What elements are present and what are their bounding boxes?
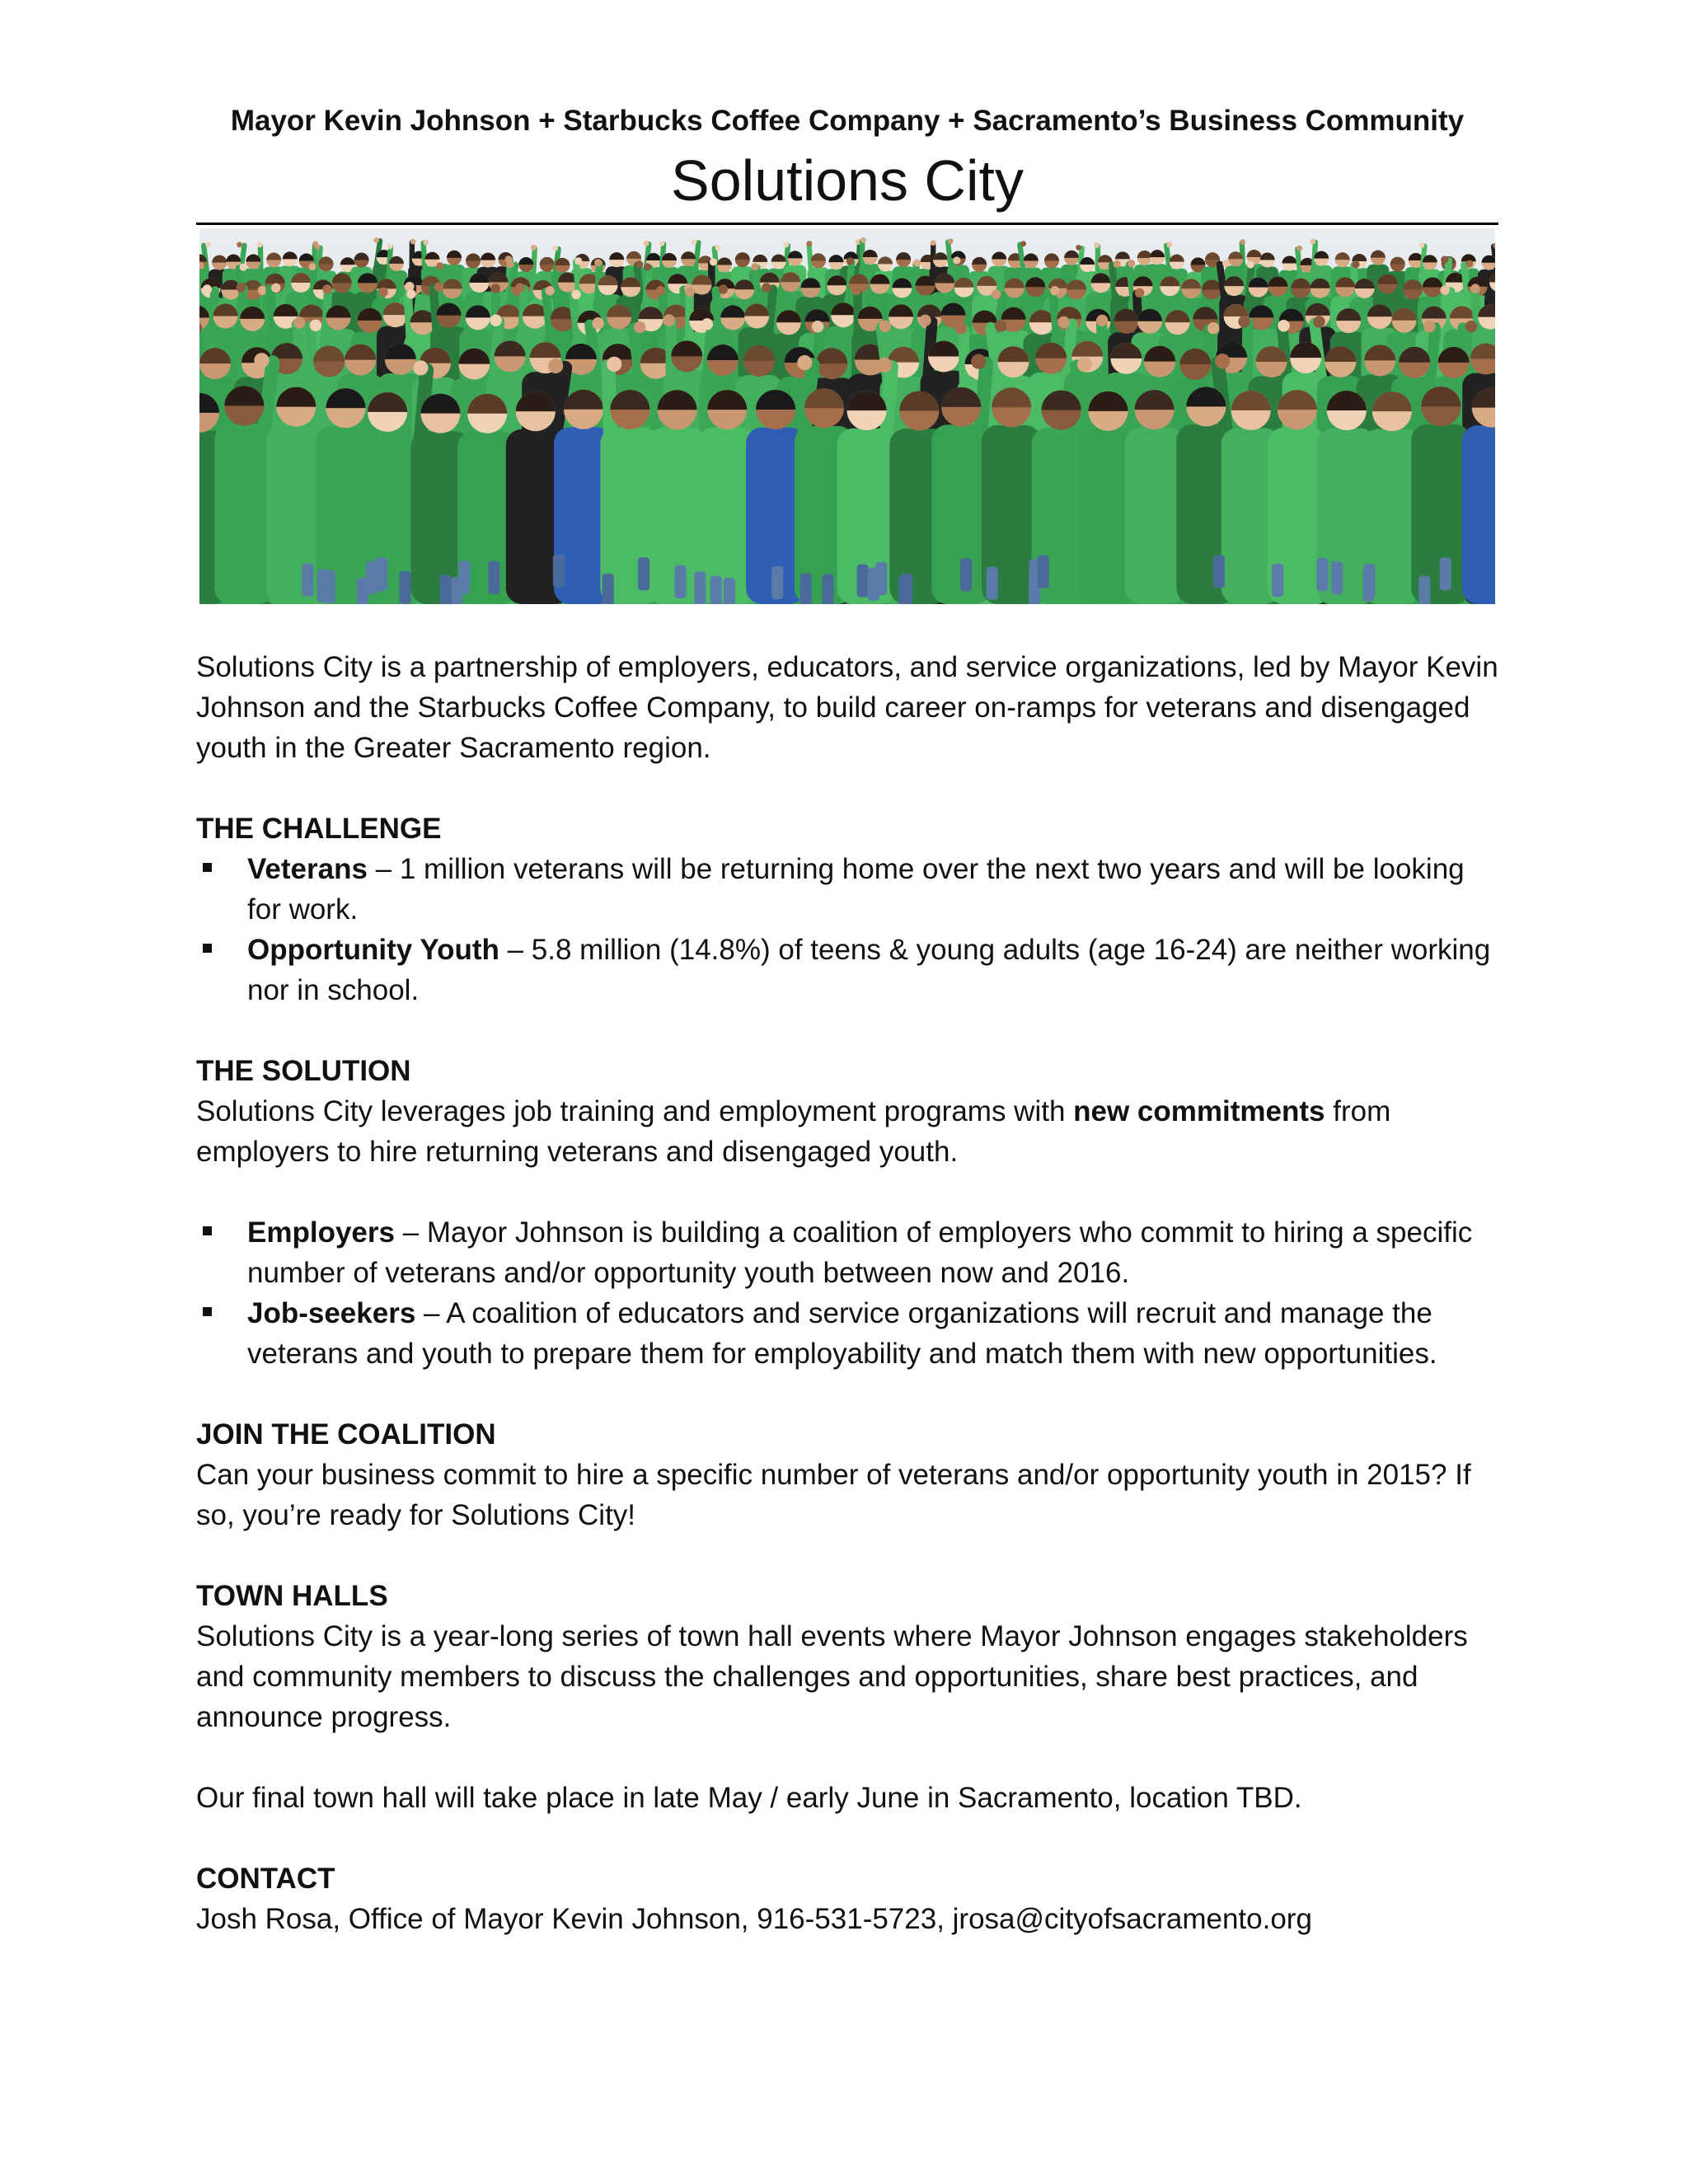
join-paragraph: Can your business commit to hire a specific number of veterans and/or opportunity youth in 2015? If so, you’re ready for Solutions City!	[196, 1459, 1471, 1531]
solution-heading: THE SOLUTION	[196, 1055, 411, 1087]
intro-paragraph: Solutions City is a partnership of employers, educators, and service organizations, led by Mayor Kevin Johnson and the Starbucks Coffee Company, to build career on-ramps for veterans and disengaged youth in the Greater Sacramento region.	[196, 651, 1498, 764]
list-item	[196, 1212, 1498, 1293]
list-item-term: Job-seekers	[247, 1297, 416, 1329]
page-title: Solutions City	[671, 148, 1024, 213]
solution-list	[196, 1212, 1498, 1374]
list-item	[196, 849, 1498, 930]
bullet-square-icon	[203, 1226, 212, 1235]
list-item-text: – 5.8 million (14.8%) of teens & young adults (age 16-24) are neither working nor in school.	[247, 934, 1491, 1006]
contact-line: Josh Rosa, Office of Mayor Kevin Johnson, 916-531-5723, jrosa@cityofsacramento.org	[196, 1903, 1312, 1935]
list-item-text: – A coalition of educators and service organizations will recruit and manage the veterans and youth to prepare them for employability and match them with new opportunities.	[247, 1297, 1437, 1370]
list-item-text: – Mayor Johnson is building a coalition of employers who commit to hiring a specific number of veterans and/or opportunity youth between now and 2016.	[247, 1216, 1473, 1289]
title-rule	[196, 223, 1498, 225]
list-item-term: Employers	[247, 1216, 395, 1249]
challenge-list	[196, 849, 1498, 1010]
list-item	[196, 930, 1498, 1010]
solution-text-before: Solutions City leverages job training and employment programs with	[196, 1095, 1074, 1127]
list-item-term: Opportunity Youth	[247, 934, 499, 966]
final-town-hall-paragraph: Our final town hall will take place in late May / early June in Sacramento, location TBD.	[196, 1782, 1302, 1814]
bullet-square-icon	[203, 863, 212, 872]
town-halls-heading: TOWN HALLS	[196, 1580, 388, 1612]
solution-text-bold: new commitments	[1073, 1095, 1325, 1127]
document-page	[196, 97, 1498, 1939]
list-item-text: – 1 million veterans will be returning home over the next two years and will be looking for work.	[247, 853, 1465, 926]
contact-heading: CONTACT	[196, 1863, 335, 1895]
bullet-square-icon	[203, 1307, 212, 1316]
header-kicker: Mayor Kevin Johnson + Starbucks Coffee Company + Sacramento’s Business Community	[230, 105, 1465, 137]
list-item	[196, 1293, 1498, 1374]
bullet-square-icon	[203, 944, 212, 953]
body-content	[196, 647, 1498, 1939]
town-halls-paragraph: Solutions City is a year-long series of town hall events where Mayor Johnson engages stakeholders and community members to discuss the challenges and opportunities, share best practices, and announce progress.	[196, 1620, 1468, 1733]
solution-text-after: from employers to hire returning veterans and disengaged youth.	[196, 1095, 1391, 1168]
challenge-heading: THE CHALLENGE	[196, 813, 442, 845]
solution-paragraph	[196, 1091, 1498, 1172]
join-heading: JOIN THE COALITION	[196, 1418, 496, 1451]
crowd-photo	[199, 228, 1495, 604]
list-item-term: Veterans	[247, 853, 368, 885]
